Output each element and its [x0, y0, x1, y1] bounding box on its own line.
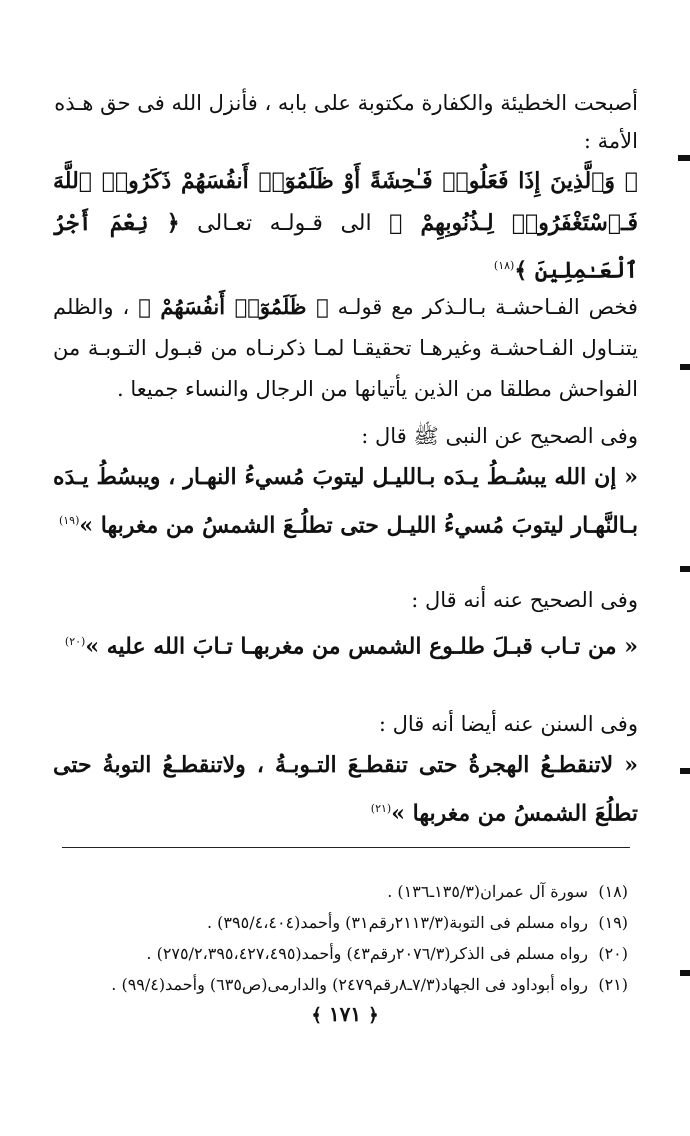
quran-verse-text-2: ﴿ نِعْمَ أَجْرُ ٱلْعَـٰمِلِينَ ﴾ — [53, 210, 638, 284]
footnote-item — [58, 969, 628, 1000]
footnote-number: (٢٠) — [598, 944, 628, 963]
footnote-item — [58, 876, 628, 907]
hadith-1-block — [53, 416, 638, 547]
page-number-value: ١٧١ — [328, 1002, 362, 1026]
edge-mark — [680, 364, 690, 370]
commentary-part-1: فخص الفـاحشـة بـالـذكر مع قولـه — [328, 295, 638, 319]
footnote-text: رواه أبوداود فى الجهاد(٧/٣ـ٨رقم٢٤٧٩) والدارمى(ص٦٣٥) وأحمد(٩٩/٤) . — [111, 975, 588, 994]
edge-mark — [680, 768, 690, 774]
quran-verse-block — [53, 160, 638, 291]
hadith-2-text: « من تـاب قبـلَ طلـوع الشمس من مغربهـا تـابَ الله عليه » — [85, 633, 638, 660]
edge-mark — [678, 155, 690, 161]
hadith-1-text: « إن الله يبسُـطُ يـدَه بـالليـل ليتوبَ مُسيءُ النهـار ، ويبسُطُ يـدَه بـالنَّهـار ليتوبَ مُسيءُ الليـل حتى تطلُـعَ الشمسُ من مغربها » — [53, 464, 638, 539]
hadith-1-intro: وفى الصحيح عن النبى ﷺ قال : — [361, 424, 638, 448]
hadith-3-block — [53, 704, 638, 835]
footnote-number: (١٩) — [598, 913, 628, 932]
edge-mark — [680, 566, 690, 572]
commentary-verse-ref: ﴿ ظَلَمُوٓا۟ أَنفُسَهُمْ ﴾ — [138, 294, 329, 319]
footnote-text: رواه مسلم فى التوبة(٢١١٣/٣رقم٣١) وأحمد(٣٩٥/٤،٤٠٤) . — [207, 913, 588, 932]
footnote-divider — [62, 847, 630, 848]
footnote-ref-20: (٢٠) — [64, 635, 86, 648]
hadith-3-intro: وفى السنن عنه أيضا أنه قال : — [378, 712, 638, 736]
ornament-left-icon: ﴾ — [311, 1005, 322, 1026]
footnotes-list — [58, 876, 628, 1000]
footnote-ref-21: (٢١) — [370, 802, 392, 815]
commentary-paragraph — [53, 286, 638, 410]
hadith-2-block — [53, 580, 638, 668]
intro-paragraph — [53, 84, 638, 160]
quran-verse-connector: الى قـولـه تعـالى — [179, 211, 390, 236]
footnote-number: (٢١) — [598, 975, 628, 994]
footnote-text: سورة آل عمران(١٣٥/٣ـ١٣٦) . — [387, 882, 588, 901]
hadith-2-intro: وفى الصحيح عنه أنه قال : — [411, 588, 638, 612]
footnote-number: (١٨) — [598, 882, 628, 901]
footnote-ref-19: (١٩) — [58, 514, 80, 527]
footnote-item — [58, 907, 628, 938]
hadith-3-text: « لاتنقطـعُ الهجرةُ حتى تنقطـعَ التـوبـةُ ، ولاتنقطـعُ التوبةُ حتى تطلُعَ الشمسُ من مغربها » — [53, 752, 638, 827]
commentary-part-2: ، والظلم يتنـاول الفـاحشـة وغيرهـا تحقيقـا لمـا ذكرنـاه من قبـول التـوبـة من الفواحش مطلقا من الذين يأتيانها من الرجال والنساء جميعا . — [53, 295, 638, 401]
edge-mark — [680, 970, 690, 976]
page-number — [0, 1002, 690, 1026]
intro-line-2: الأمة : — [583, 129, 638, 153]
footnote-text: رواه مسلم فى الذكر(٢٠٧٦/٣رقم٤٣) وأحمد(٢٧٥/٢،٣٩٥،٤٢٧،٤٩٥) . — [146, 944, 588, 963]
intro-line-1: أصبحت الخطيئة والكفارة مكتوبة على بابه ، فأنزل الله فى حق هـذه — [54, 91, 638, 115]
quran-verse-text-1: ﴿ وَٱلَّذِينَ إِذَا فَعَلُوا۟ فَـٰحِشَةً أَوْ ظَلَمُوٓا۟ أَنفُسَهُمْ ذَكَرُوا۟ ٱللَّهَ فَـٱسْتَغْفَرُوا۟ لِـذُنُوبِهِمْ ﴾ — [53, 168, 638, 236]
ornament-right-icon: ﴿ — [368, 1005, 379, 1026]
footnote-ref-18: (١٨) — [493, 259, 515, 272]
footnote-item — [58, 938, 628, 969]
